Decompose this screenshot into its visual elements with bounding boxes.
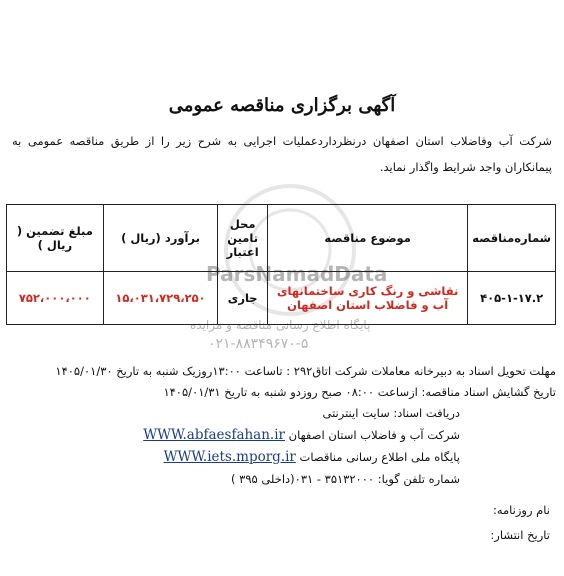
table-row bbox=[7, 272, 556, 325]
cell-number: ۴۰۵-۱-۱۷.۲ bbox=[468, 272, 556, 325]
cell-funding: جاری bbox=[218, 272, 268, 325]
cell-subject: نقاشی و رنگ کاری ساختمانهای آب و فاضلاب استان اصفهان bbox=[268, 272, 468, 325]
portal-line bbox=[160, 446, 460, 468]
header-guarantee: مبلغ تضمین ( ریال ) bbox=[7, 205, 104, 272]
receive-text: دریافت اسناد: سایت اینترنتی bbox=[322, 406, 460, 420]
deadline-text: مهلت تحویل اسناد به دبیرخانه معاملات شرکت اتاق۲۹۲ : تاساعت ۱۳:۰۰روزیک شنبه به تاریخ ۱۴۰۵/۰۱/۳۰ bbox=[55, 364, 556, 378]
tender-table bbox=[6, 204, 556, 325]
header-funding: محل تامین اعتبار bbox=[218, 205, 268, 272]
notice-intro: شرکت آب وفاضلاب استان اصفهان درنظردارد‌عملیات اجرایی به شرح زیر را از طریق مناقصه عمومی به پیمانکاران واجد شرایط واگذار نماید. bbox=[12, 134, 552, 174]
company-label: شرکت آب و فاضلاب استان اصفهان bbox=[288, 428, 460, 442]
contact-block bbox=[143, 402, 460, 490]
watermark-phone: ۰۲۱-۸۸۳۴۹۶۷۰-۵ bbox=[208, 336, 309, 352]
portal-label: پایگاه ملی اطلاع رسانی مناقصات bbox=[299, 450, 460, 464]
header-subject: موضوع مناقصه bbox=[268, 205, 468, 272]
publish-date-label: تاریخ انتشار: bbox=[490, 528, 550, 542]
phone-text: شماره تلفن گویا: ۳۵۱۳۲۰۰۰ - ۰۳۱(داخلی ۳۹۵ ) bbox=[231, 472, 460, 486]
notice-title: آگهی برگزاری مناقصه عمومی bbox=[168, 95, 396, 116]
company-url-link[interactable]: WWW.abfaesfahan.ir bbox=[143, 427, 285, 443]
header-estimate: برآورد (ریال ) bbox=[103, 205, 218, 272]
cell-estimate: ۱۵،۰۳۱،۷۲۹،۲۵۰ bbox=[103, 272, 218, 325]
portal-url-link[interactable]: WWW.iets.mporg.ir bbox=[163, 449, 296, 465]
table-header-row bbox=[7, 205, 556, 272]
watermark-site: ParsNamadData bbox=[206, 262, 388, 286]
watermark-slogan: پایگاه اطلاع رسانی مناقصه و مزایده bbox=[190, 318, 371, 332]
cell-guarantee: ۷۵۲،۰۰۰،۰۰۰ bbox=[7, 272, 104, 325]
company-line bbox=[143, 424, 460, 446]
newspaper-label: نام روزنامه: bbox=[492, 503, 550, 517]
header-number: شماره‌مناقصه bbox=[468, 205, 556, 272]
opening-text: تاریخ گشایش اسناد مناقصه: ازساعت ۰۸:۰۰ صبح روزدو شنبه به تاریخ ۱۴۰۵/۰۱/۳۱ bbox=[163, 385, 556, 399]
